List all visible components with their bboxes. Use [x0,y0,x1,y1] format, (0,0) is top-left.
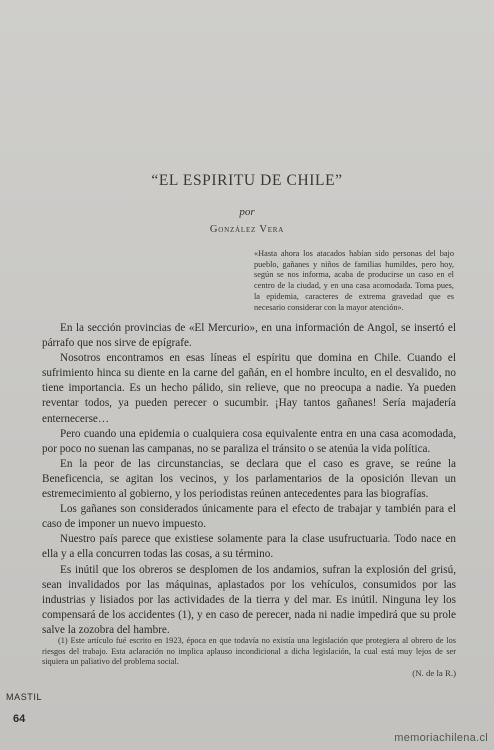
page-number: 64 [13,713,26,725]
byline-por: por [239,206,255,218]
paragraph: Pero cuando una epidemia o cualquiera cosa equivalente entra en una casa acomodada, por poco no suenan las campanas, no se paraliza el tránsito o se atenúa la vida política. [42,427,456,455]
source-watermark: memoriachilena.cl [394,732,488,744]
article-title: “EL ESPIRITU DE CHILE” [151,172,343,189]
footnote-signature: (N. de la R.) [412,668,456,678]
paragraph: En la sección provincias de «El Mercurio», en una información de Angol, se insertó el párrafo que nos sirve de epígrafe. [42,322,456,350]
paragraph: Es inútil que los obreros se desplomen de los andamios, sufran la explosión del grisú, sean invalidados por las máquinas, aplastados por los vehículos, consumidos por las industrias y lisiados por las actividades de la tierra y del mar. Es inútil. Ninguna ley los compensará de los accidentes (1), y en caso de perecer, nada ni nadie impedirá que su prole salve la zozobra del hambre. [42,563,456,636]
epigraph: «Hasta ahora los atacados habían sido personas del bajo pueblo, gañanes y niños de familias humildes, pero hoy, según se nos informa, acaba de producirse un caso en el centro de la ciudad, y en una casa acomodada. Toma pues, la epidemia, caracteres de extrema gravedad que es necesario considerar con la mayor atención». [254,249,454,312]
paragraph: En la peor de las circunstancias, se declara que el caso es grave, se reúne la Beneficencia, se agitan los vecinos, y los parlamentarios de la oposición llevan un estremecimiento al gobierno, y los periodistas reúnen antecedentes para las biografías. [42,457,456,501]
paragraph: Nuestro país parece que existiese solamente para la clase usufructuaria. Todo nace en ella y a ella concurren todas las cosas, a su término. [42,533,456,561]
journal-name: MASTIL [6,692,43,702]
paragraph: Los gañanes son considerados únicamente para el efecto de trabajar y también para el caso de imponer un nuevo impuesto. [42,503,456,531]
article-body [42,321,456,638]
footnote-divider [42,627,456,628]
paragraph: Nosotros encontramos en esas líneas el espíritu que domina en Chile. Cuando el sufrimiento hinca su diente en la carne del gañán, en el hombre inculto, en el desvalido, no tiene importancia. Es un hecho pálido, sin relieve, que no preocupa a nadie. Ya pueden reventar todos, ya pueden perecer o sucumbir. ¡Hay tantos gañanes! Sería majadería enternecerse… [42,352,456,425]
author-name: González Vera [209,224,285,235]
footnote [42,636,456,668]
footnote-text: (1) Este artículo fué escrito en 1923, época en que todavía no existía una legislación que protegiera al obrero de los riesgos del trabajo. Esta aclaración no implica aplauso incondicional a dicha legislación, la cual está muy lejos de ser siquiera un paliativo del problema social. [42,636,456,666]
